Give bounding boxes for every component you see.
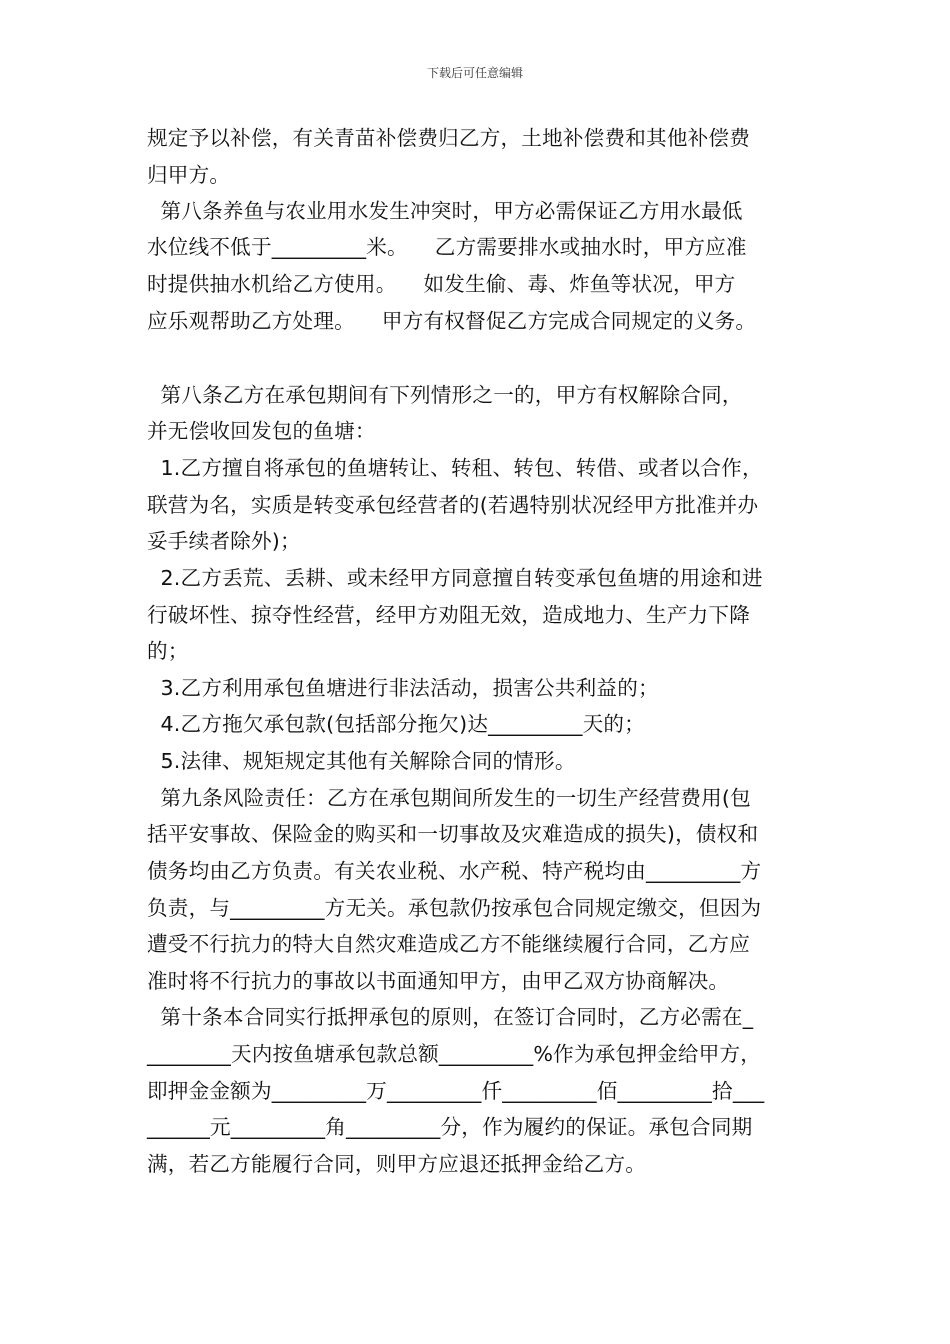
text-line: 括平安事故、保险金的购买和一切事故及灾难造成的损失)，债权和 — [147, 822, 759, 846]
text-line: ______元_________角_________分，作为履约的保证。承包合同期 — [147, 1115, 753, 1139]
text-line: 负责，与_________方无关。承包款仍按承包合同规定缴交，但因为 — [147, 896, 762, 920]
text-line: 的； — [147, 639, 189, 663]
text-line: 1.乙方擅自将承包的鱼塘转让、转租、转包、转借、或者以合作， — [147, 456, 763, 480]
text-line: 第十条本合同实行抵押承包的原则，在签订合同时，乙方必需在_ — [147, 1005, 754, 1029]
text-line: 5.法律、规矩规定其他有关解除合同的情形。 — [147, 749, 576, 773]
text-line: 满，若乙方能履行合同，则甲方应退还抵押金给乙方。 — [147, 1152, 647, 1176]
text-line: 即押金金额为_________万_________仟_________佰_________拾___ — [147, 1079, 765, 1103]
text-line: 应乐观帮助乙方处理。 甲方有权督促乙方完成合同规定的义务。 — [147, 309, 757, 333]
text-line: 第八条乙方在承包期间有下列情形之一的，甲方有权解除合同， — [147, 383, 743, 407]
text-line: 4.乙方拖欠承包款(包括部分拖欠)达_________天的； — [147, 712, 645, 736]
text-line: 第八条养鱼与农业用水发生冲突时，甲方必需保证乙方用水最低 — [147, 199, 743, 223]
text-line: 遭受不行抗力的特大自然灾难造成乙方不能继续履行合同，乙方应 — [147, 932, 751, 956]
text-line: 归甲方。 — [147, 163, 231, 187]
text-line: 行破坏性、掠夺性经营，经甲方劝阻无效，造成地力、生产力下降 — [147, 603, 751, 627]
text-line: 联营为名，实质是转变承包经营者的(若遇特别状况经甲方批准并办 — [147, 493, 759, 517]
text-line: 妥手续者除外)； — [147, 529, 301, 553]
text-line: 债务均由乙方负责。有关农业税、水产税、特产税均由_________方 — [147, 859, 762, 883]
text-line: 时提供抽水机给乙方使用。 如发生偷、毒、炸鱼等状况，甲方 — [147, 272, 736, 296]
text-line: 第九条风险责任：乙方在承包期间所发生的一切生产经营费用(包 — [147, 786, 751, 810]
text-line: 水位线不低于_________米。 乙方需要排水或抽水时，甲方应准 — [147, 235, 747, 259]
text-line: 2.乙方丢荒、丢耕、或未经甲方同意擅自转变承包鱼塘的用途和进 — [147, 566, 763, 590]
page-header: 下载后可任意编辑 — [426, 66, 523, 80]
text-line: 规定予以补偿，有关青苗补偿费归乙方，土地补偿费和其他补偿费 — [147, 126, 751, 150]
text-line: 并无偿收回发包的鱼塘： — [147, 419, 376, 443]
text-line: 3.乙方利用承包鱼塘进行非法活动，损害公共利益的； — [147, 676, 659, 700]
text-line: ________天内按鱼塘承包款总额_________%作为承包押金给甲方， — [147, 1042, 762, 1066]
text-line: 准时将不行抗力的事故以书面通知甲方，由甲乙双方协商解决。 — [147, 969, 730, 993]
